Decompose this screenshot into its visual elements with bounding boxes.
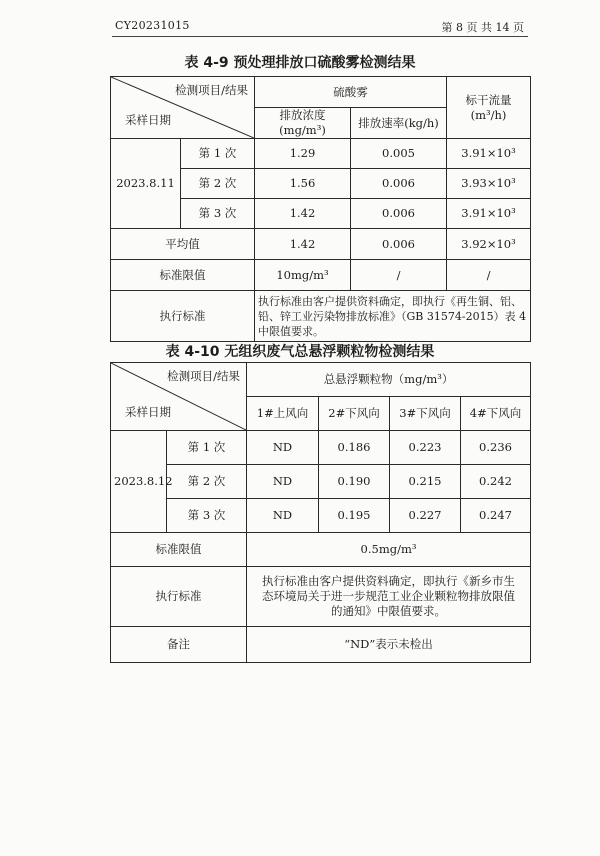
row-label: 第 2 次	[167, 465, 247, 499]
col-header: 1#上风向	[247, 397, 319, 431]
standard-label: 执行标准	[111, 291, 255, 342]
cell: ND	[247, 499, 319, 533]
table2-corner-date: 采样日期	[125, 405, 171, 419]
cell-flow: 3.93×10³	[447, 169, 531, 199]
cell-flow: 3.91×10³	[447, 199, 531, 229]
cell-conc: 1.42	[255, 199, 351, 229]
cell-rate: 0.006	[351, 169, 447, 199]
table1-date: 2023.8.11	[111, 139, 181, 229]
row-label: 第 1 次	[167, 431, 247, 465]
limit-flow: /	[447, 260, 531, 291]
col-header: 3#下风向	[390, 397, 461, 431]
standard-text: 执行标准由客户提供资料确定，即执行《再生铜、铝、铅、锌工业污染物排放标准》（GB 31574-2015）表 4 中限值要求。	[255, 291, 531, 342]
cell: 0.242	[461, 465, 531, 499]
col-header-conc: 排放浓度(mg/m³)	[255, 108, 351, 139]
table2-corner-cell	[111, 363, 247, 431]
flow-header-label: 标干流量	[465, 92, 512, 107]
col-header-rate: 排放速率(kg/h)	[351, 108, 447, 139]
cell-rate: 0.006	[351, 199, 447, 229]
row-label: 第 1 次	[181, 139, 255, 169]
cell: ND	[247, 431, 319, 465]
cell-flow: 3.91×10³	[447, 139, 531, 169]
table2-title: 表 4-10 无组织废气总悬浮颗粒物检测结果	[165, 344, 435, 360]
limit-label: 标准限值	[111, 533, 247, 567]
avg-conc: 1.42	[255, 229, 351, 260]
cell: 0.215	[390, 465, 461, 499]
table1-group-header: 硫酸雾	[255, 77, 447, 108]
row-label: 第 3 次	[181, 199, 255, 229]
cell: 0.190	[319, 465, 390, 499]
limit-conc: 10mg/m³	[255, 260, 351, 291]
cell: 0.195	[319, 499, 390, 533]
cell-conc: 1.56	[255, 169, 351, 199]
table2-group-header: 总悬浮颗粒物（mg/m³）	[247, 363, 531, 397]
flow-header-unit: (m³/h)	[470, 107, 507, 122]
table2	[110, 362, 531, 663]
page-header	[0, 0, 600, 40]
document-id: CY20231015	[115, 19, 190, 32]
table1-corner-item: 检测项目/结果	[175, 83, 248, 97]
table1-flow-header	[447, 77, 531, 139]
avg-flow: 3.92×10³	[447, 229, 531, 260]
table1-corner-cell	[111, 77, 255, 139]
limit-label: 标准限值	[111, 260, 255, 291]
row-label: 第 3 次	[167, 499, 247, 533]
col-header: 2#下风向	[319, 397, 390, 431]
remark-label: 备注	[111, 627, 247, 663]
standard-text: 执行标准由客户提供资料确定，即执行《新乡市生态环境局关于进一步规范工业企业颗粒物排放限值的通知》中限值要求。	[247, 567, 531, 627]
table1	[110, 76, 531, 342]
cell: 0.236	[461, 431, 531, 465]
avg-rate: 0.006	[351, 229, 447, 260]
standard-label: 执行标准	[111, 567, 247, 627]
header-rule	[112, 36, 528, 37]
remark-text: “ND”表示未检出	[247, 627, 531, 663]
cell-conc: 1.29	[255, 139, 351, 169]
table2-date: 2023.8.12	[111, 431, 167, 533]
avg-label: 平均值	[111, 229, 255, 260]
table2-corner-item: 检测项目/结果	[167, 369, 240, 383]
cell: 0.223	[390, 431, 461, 465]
page-number: 第 8 页 共 14 页	[441, 21, 524, 34]
row-label: 第 2 次	[181, 169, 255, 199]
cell-rate: 0.005	[351, 139, 447, 169]
cell: ND	[247, 465, 319, 499]
limit-value: 0.5mg/m³	[247, 533, 531, 567]
cell: 0.227	[390, 499, 461, 533]
table1-title: 表 4-9 预处理排放口硫酸雾检测结果	[184, 55, 416, 71]
limit-rate: /	[351, 260, 447, 291]
table1-corner-date: 采样日期	[125, 113, 171, 127]
cell: 0.247	[461, 499, 531, 533]
col-header: 4#下风向	[461, 397, 531, 431]
cell: 0.186	[319, 431, 390, 465]
